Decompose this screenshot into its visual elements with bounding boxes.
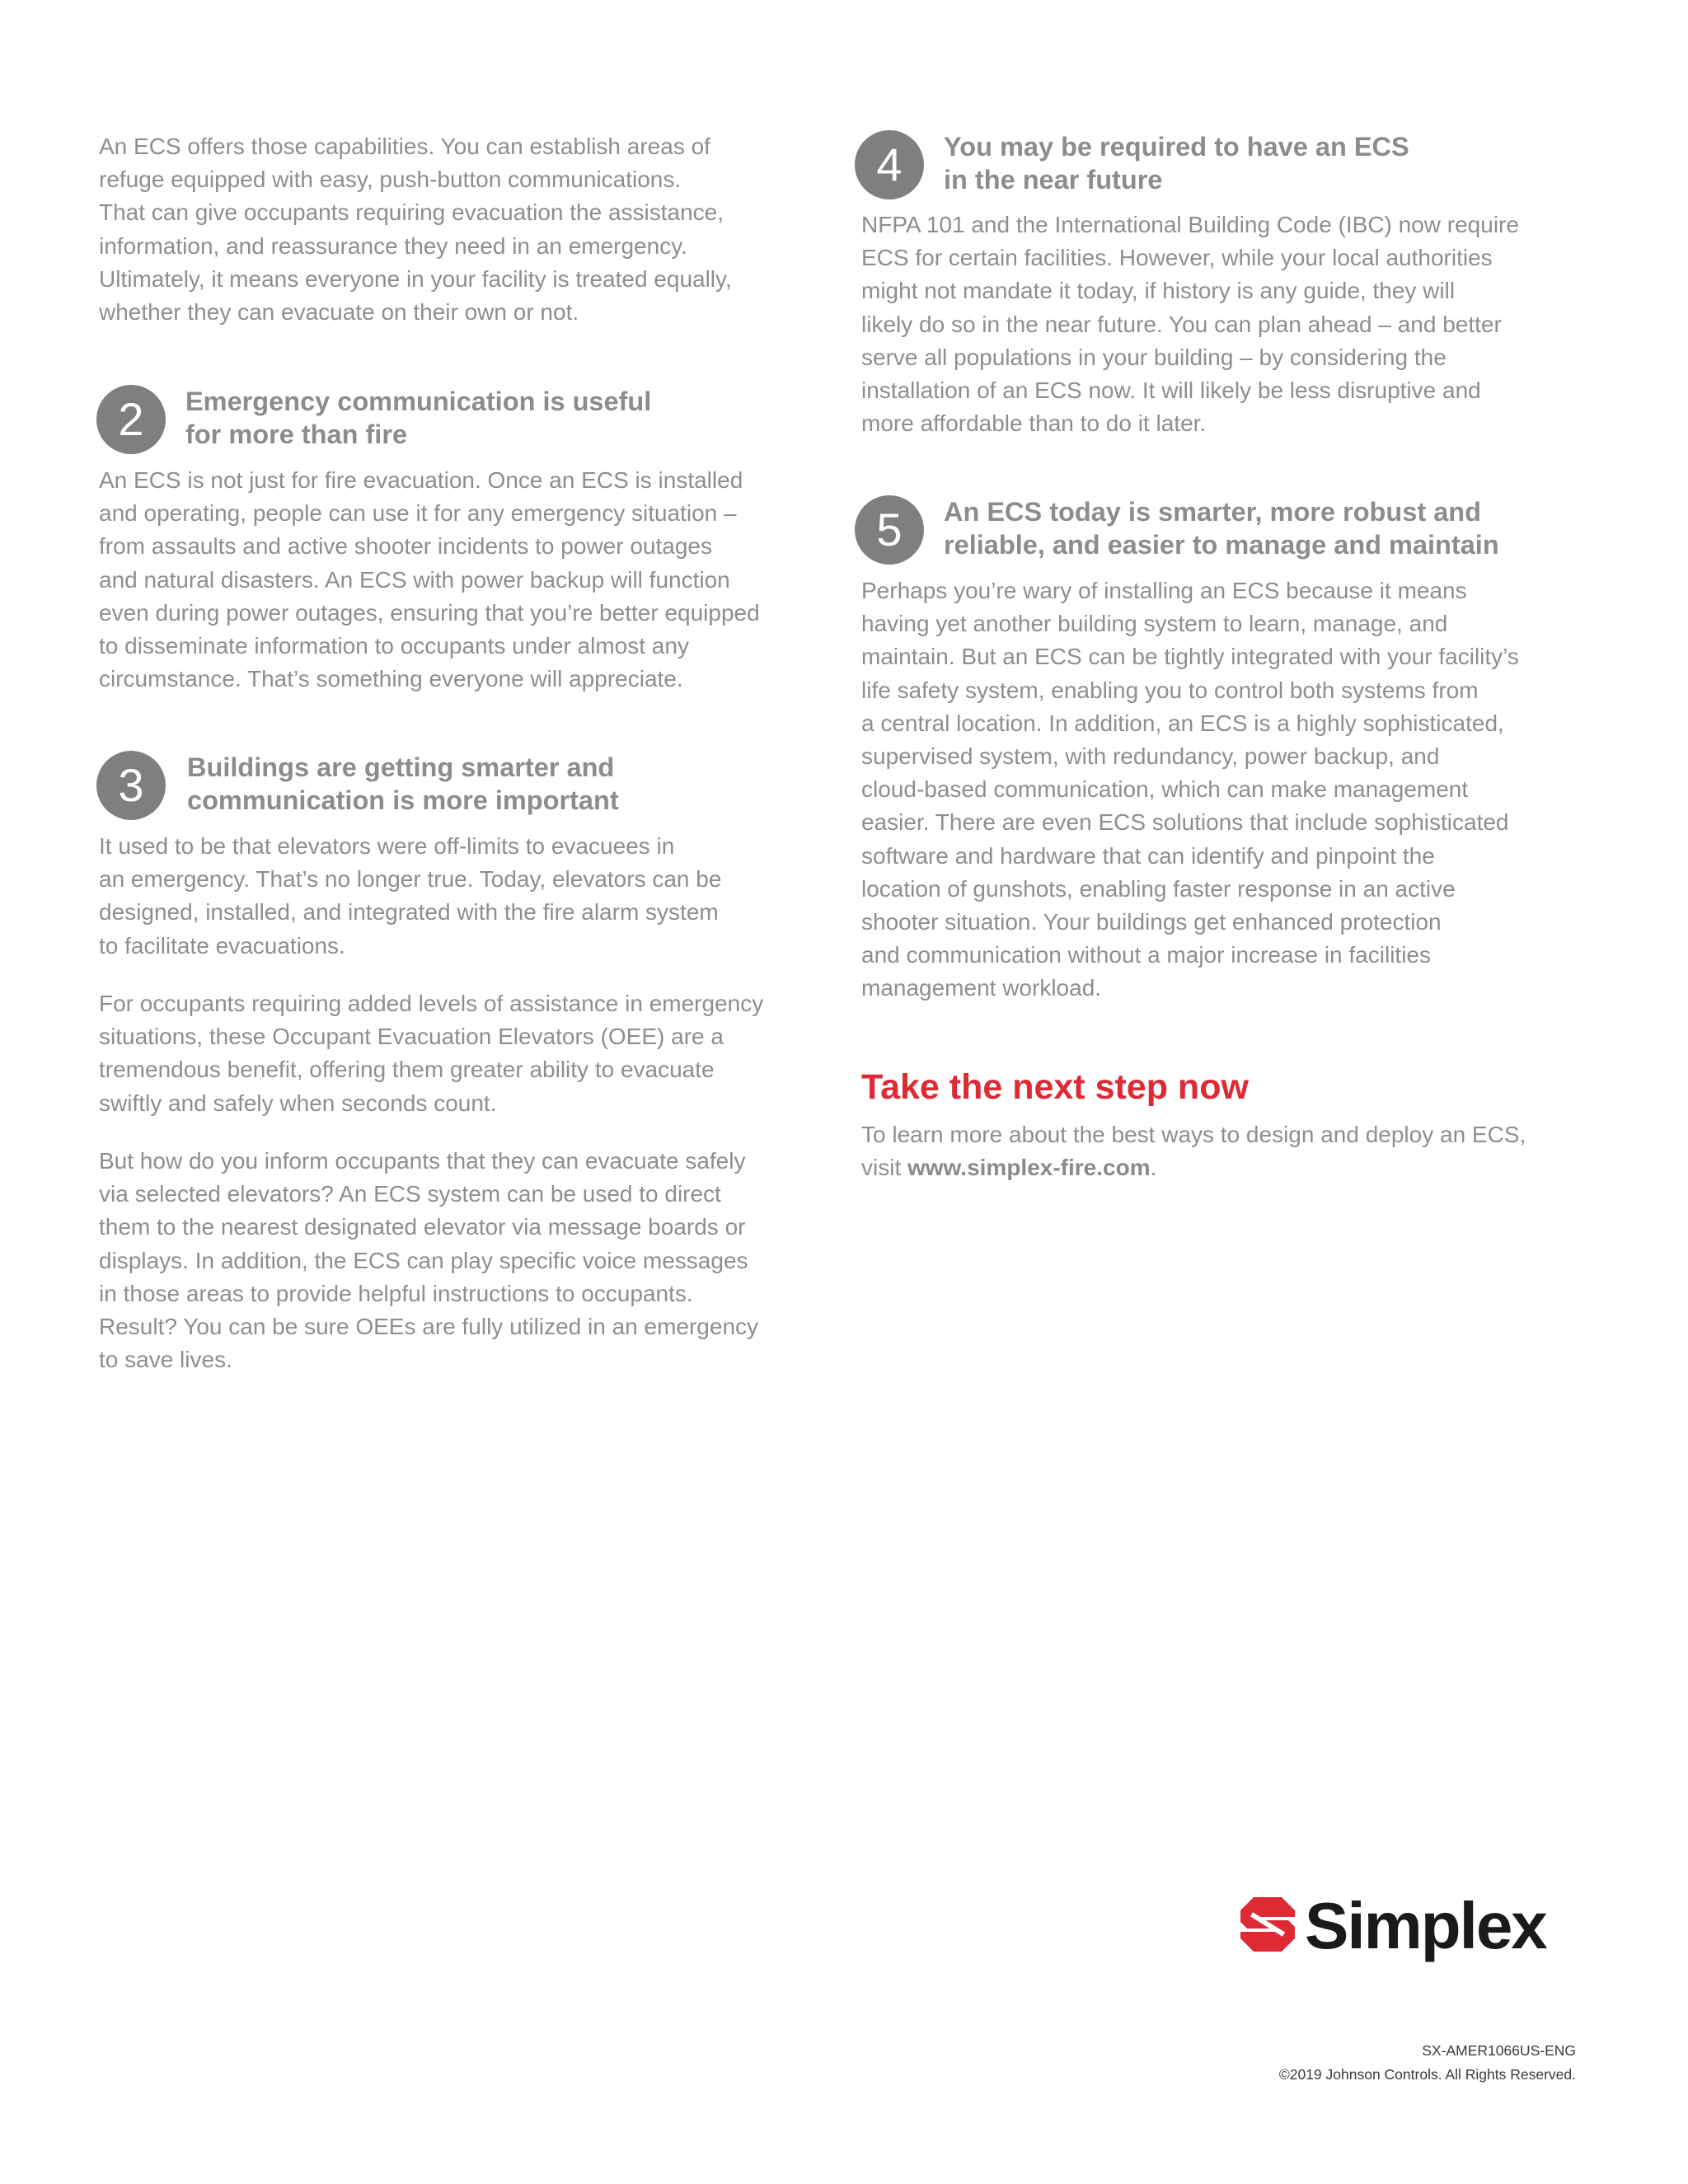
document-code: SX-AMER1066US-ENG	[1422, 2042, 1576, 2059]
simplex-logo	[1240, 1889, 1578, 1968]
simplex-s-mark-icon	[1240, 1897, 1295, 1952]
section-number-badge: 4	[855, 130, 924, 199]
section-4-header	[855, 130, 1580, 204]
section-number-badge: 3	[96, 751, 166, 820]
intro-paragraph: An ECS offers those capabilities. You can establish areas of refuge equipped with easy, push-button communications. That can give occupants requiring evacuation the assistance, information, and reassurance they need in an emergency. Ultimately, it means everyone in your facility is treated equally, whether they can evacuate on their own or not.	[99, 134, 732, 326]
section-3-body-2: For occupants requiring added levels of assistance in emergency situations, these Occupant Evacuation Elevators (OEE) are a tremendous benefit, offering them greater ability to evacuate swiftly and safely when seconds count.	[99, 991, 764, 1116]
simplex-wordmark: Simplex	[1305, 1889, 1546, 1962]
cta-text	[861, 1118, 1526, 1184]
cta-heading: Take the next step now	[861, 1067, 1249, 1107]
section-4-body: NFPA 101 and the International Building Code (IBC) now require ECS for certain facilities. However, while your local authorities might not mandate it today, if history is any guide, they will likely do so in the near future. You can plan ahead – and better serve all populations in your building – by considering the installation of an ECS now. It will likely be less disruptive and more affordable than to do it later.	[861, 212, 1519, 437]
website-link[interactable]: www.simplex-fire.com	[907, 1155, 1151, 1181]
section-5-heading: An ECS today is smarter, more robust and reliable, and easier to manage and maintain	[944, 497, 1499, 560]
section-3-heading: Buildings are getting smarter and communication is more important	[187, 752, 619, 816]
section-5-header	[855, 495, 1580, 569]
section-number-badge: 5	[855, 495, 924, 565]
section-4-heading: You may be required to have an ECS in the near future	[944, 132, 1409, 195]
section-2-body: An ECS is not just for fire evacuation. Once an ECS is installed and operating, people can use it for any emergency situation – from assaults and active shooter incidents to power outages and natural disasters. An ECS with power backup will function even during power outages, ensuring that you’re better equipped to disseminate information to occupants under almost any circumstance. That’s something everyone will appreciate.	[99, 467, 760, 692]
section-3-body-3: But how do you inform occupants that they can evacuate safely via selected elevators? An ECS system can be used to direct them to the nearest designated elevator via message boards or displays. In addition, the ECS can play specific voice messages in those areas to provide helpful instructions to occupants. Result? You can be sure OEEs are fully utilized in an emergency to save lives.	[99, 1148, 759, 1373]
cta-text-end: .	[1150, 1155, 1157, 1181]
section-number-badge: 2	[96, 385, 166, 454]
section-3-header	[96, 751, 822, 825]
section-5-body: Perhaps you’re wary of installing an ECS because it means having yet another building system to learn, manage, and maintain. But an ECS can be tightly integrated with your facility’s life safety system, enabling you to control both systems from a central location. In addition, an ECS is a highly sophisticated, supervised system, with redundancy, power backup, and cloud-based communication, which can make management easier. There are even ECS solutions that include sophisticated software and hardware that can identify and pinpoint the location of gunshots, enabling faster response in an active shooter situation. Your buildings get enhanced protection and communication without a major increase in facilities management workload.	[861, 578, 1519, 1001]
section-2-header	[96, 385, 822, 459]
section-3-body-1: It used to be that elevators were off-limits to evacuees in an emergency. That’s no longer true. Today, elevators can be designed, installed, and integrated with the fire alarm system to facilitate evacuations.	[99, 833, 722, 958]
copyright-notice: ©2019 Johnson Controls. All Rights Reserved.	[1278, 2066, 1576, 2083]
cta-text-intro: To learn more about the best ways to design and deploy an ECS, visit	[861, 1122, 1526, 1181]
section-2-heading: Emergency communication is useful for more than fire	[185, 387, 652, 450]
